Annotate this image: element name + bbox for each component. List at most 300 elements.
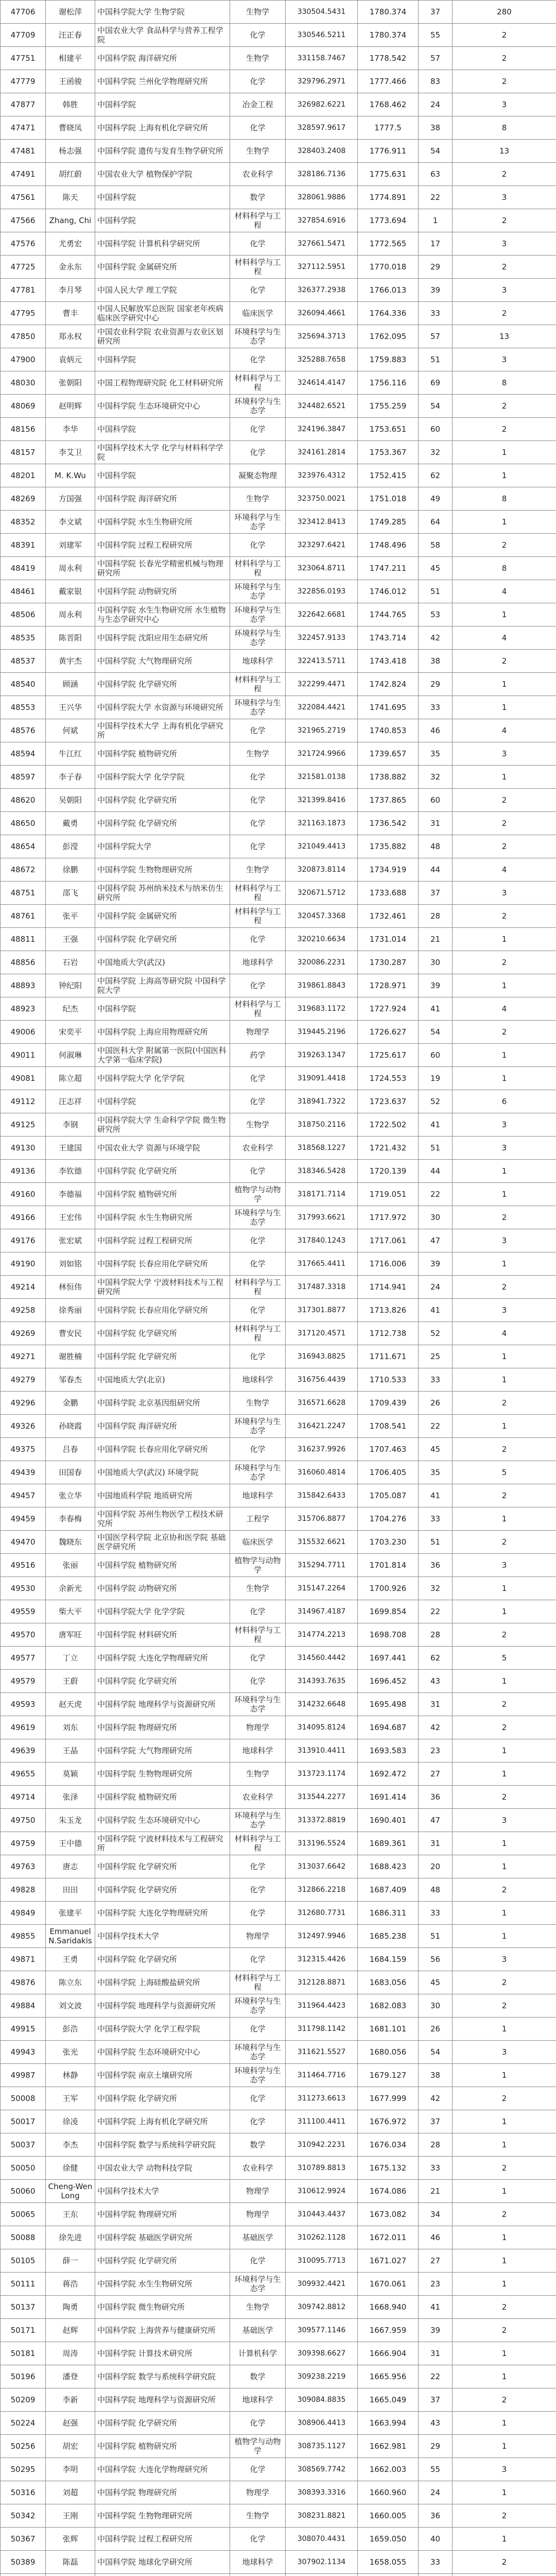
name-cell: 王中德 <box>46 1832 95 1855</box>
table-row <box>1 2504 556 2528</box>
name-cell: 戴家银 <box>46 580 95 603</box>
rank-cell: 49279 <box>1 1368 46 1392</box>
score-cell: 316756.4439 <box>286 1368 358 1392</box>
name-cell: 徐鹏 <box>46 858 95 882</box>
num-cell: 1 <box>453 2018 556 2041</box>
field-cell: 化学 <box>230 812 286 835</box>
table-row <box>1 1902 556 1925</box>
institution-cell: 中国科学院 海洋研究所 <box>95 47 230 70</box>
table-row <box>1 1392 556 1415</box>
count-cell: 37 <box>419 1 453 24</box>
institution-cell: 中国科学院 化学研究所 <box>95 1878 230 1902</box>
name-cell: 黄宇杰 <box>46 650 95 673</box>
rank-cell: 50050 <box>1 2157 46 2180</box>
table-row <box>1 371 556 395</box>
rank-cell: 49258 <box>1 1299 46 1322</box>
table-row <box>1 2296 556 2319</box>
institution-cell: 中国科学院 上海高等研究院 中国科学院大学 <box>95 974 230 997</box>
field-cell: 生物学 <box>230 1762 286 1786</box>
institution-cell: 中国科学院 动物研究所 <box>95 1577 230 1600</box>
count-cell: 32 <box>419 766 453 789</box>
score-cell: 314560.4442 <box>286 1647 358 1670</box>
score-cell: 324614.4147 <box>286 371 358 395</box>
table-row <box>1 673 556 696</box>
count-cell: 58 <box>419 534 453 557</box>
institution-cell: 中国农业大学 植物保护学院 <box>95 163 230 186</box>
rank-cell: 48156 <box>1 418 46 441</box>
num-cell: 3 <box>453 348 556 371</box>
name-cell: 林恒伟 <box>46 1276 95 1299</box>
score-cell: 311100.4411 <box>286 2110 358 2133</box>
name-cell: 谢胜楠 <box>46 1345 95 1368</box>
rank-cell: 49593 <box>1 1693 46 1716</box>
name-cell: 张泽 <box>46 1786 95 1809</box>
field-cell: 化学 <box>230 2528 286 2551</box>
institution-cell: 中国科学院 植物研究所 <box>95 742 230 766</box>
table-row <box>1 603 556 626</box>
field-cell: 农业科学 <box>230 2157 286 2180</box>
count-cell: 51 <box>419 1137 453 1160</box>
field-cell: 生物学 <box>230 2504 286 2528</box>
num-cell: 3 <box>453 1113 556 1137</box>
institution-cell: 中国人民大学 理工学院 <box>95 279 230 302</box>
value-cell: 1673.082 <box>358 2203 419 2226</box>
rank-cell: 48269 <box>1 487 46 511</box>
count-cell: 22 <box>419 1600 453 1623</box>
field-cell: 生物学 <box>230 140 286 163</box>
score-cell: 310942.2231 <box>286 2133 358 2157</box>
rank-cell: 49655 <box>1 1762 46 1786</box>
institution-cell: 中国科学院大学 水资源与环境研究所 <box>95 696 230 719</box>
count-cell: 30 <box>419 951 453 974</box>
institution-cell: 中国科学院 生态环境研究中心 <box>95 1809 230 1832</box>
table-row <box>1 186 556 209</box>
value-cell: 1724.553 <box>358 1067 419 1090</box>
table-row <box>1 1809 556 1832</box>
value-cell: 1694.687 <box>358 1716 419 1739</box>
institution-cell: 中国科学院 水生生物研究所 <box>95 2273 230 2296</box>
score-cell: 308906.4413 <box>286 2412 358 2435</box>
score-cell: 308393.3316 <box>286 2481 358 2504</box>
field-cell: 化学 <box>230 418 286 441</box>
institution-cell: 中国科学院 金属研究所 <box>95 905 230 928</box>
count-cell: 28 <box>419 2133 453 2157</box>
field-cell: 化学 <box>230 1948 286 1971</box>
field-cell: 材料科学与工程 <box>230 1971 286 1994</box>
rank-cell: 48352 <box>1 511 46 534</box>
value-cell: 1671.027 <box>358 2249 419 2273</box>
table-row <box>1 348 556 371</box>
institution-cell: 中国医学科学院 北京协和医学院 基础医学研究所 <box>95 1531 230 1554</box>
table-row <box>1 696 556 719</box>
field-cell: 地球科学 <box>230 1484 286 1507</box>
table-row <box>1 1693 556 1716</box>
field-cell: 环境科学与生态学 <box>230 603 286 626</box>
rank-cell: 50037 <box>1 2133 46 2157</box>
rank-cell: 49579 <box>1 1670 46 1693</box>
num-cell: 2 <box>453 2388 556 2412</box>
table-row <box>1 1438 556 1461</box>
score-cell: 322856.0193 <box>286 580 358 603</box>
num-cell: 6 <box>453 1090 556 1113</box>
field-cell: 化学 <box>230 1299 286 1322</box>
institution-cell: 中国科学院 计算机科学研究所 <box>95 232 230 256</box>
num-cell: 2 <box>453 812 556 835</box>
value-cell: 1704.276 <box>358 1507 419 1531</box>
count-cell: 37 <box>419 2110 453 2133</box>
num-cell: 1 <box>453 2342 556 2365</box>
field-cell: 化学 <box>230 2249 286 2273</box>
score-cell: 313544.2277 <box>286 1786 358 1809</box>
name-cell: 王蔚 <box>46 1670 95 1693</box>
name-cell: 李艾卫 <box>46 441 95 464</box>
field-cell: 化学 <box>230 1855 286 1878</box>
name-cell: 郑永权 <box>46 325 95 348</box>
table-row <box>1 2203 556 2226</box>
name-cell: 徐秀丽 <box>46 1299 95 1322</box>
table-row <box>1 742 556 766</box>
count-cell: 51 <box>419 1531 453 1554</box>
value-cell: 1698.708 <box>358 1623 419 1647</box>
rank-cell: 49296 <box>1 1392 46 1415</box>
institution-cell: 中国科学院 地理科学与资源研究所 <box>95 1693 230 1716</box>
value-cell: 1696.452 <box>358 1670 419 1693</box>
count-cell: 45 <box>419 557 453 580</box>
rank-cell: 50060 <box>1 2180 46 2203</box>
name-cell: Cheng-Wen Long <box>46 2180 95 2203</box>
count-cell: 56 <box>419 1948 453 1971</box>
num-cell: 1 <box>453 1739 556 1762</box>
institution-cell: 中国科学院 微生物研究所 <box>95 2296 230 2319</box>
institution-cell: 中国科学院 苏州生物医学工程技术研究所 <box>95 1507 230 1531</box>
count-cell: 36 <box>419 2504 453 2528</box>
name-cell: 刘超 <box>46 2481 95 2504</box>
table-row <box>1 2481 556 2504</box>
count-cell: 44 <box>419 1160 453 1183</box>
institution-cell: 中国科学院 生态环境研究中心 <box>95 2041 230 2064</box>
name-cell: 丁立 <box>46 1647 95 1670</box>
value-cell: 1739.657 <box>358 742 419 766</box>
institution-cell: 中国科学院 南京土壤研究所 <box>95 2064 230 2087</box>
rank-cell: 50171 <box>1 2319 46 2342</box>
field-cell: 地球科学 <box>230 951 286 974</box>
field-cell: 环境科学与生态学 <box>230 1809 286 1832</box>
table-row <box>1 2133 556 2157</box>
value-cell: 1737.865 <box>358 789 419 812</box>
field-cell: 植物学与动物学 <box>230 2435 286 2458</box>
name-cell: 王建国 <box>46 1137 95 1160</box>
institution-cell: 中国科学院 地球化学研究所 <box>95 2551 230 2574</box>
table-row <box>1 580 556 603</box>
table-row <box>1 2157 556 2180</box>
table-row <box>1 1461 556 1484</box>
institution-cell: 中国科学院 化学研究所 <box>95 1322 230 1345</box>
rank-cell: 48553 <box>1 696 46 719</box>
institution-cell: 中国科学院 上海硅酸盐研究所 <box>95 1971 230 1994</box>
num-cell: 3 <box>453 742 556 766</box>
institution-cell <box>95 2574 230 2576</box>
num-cell: 1 <box>453 2226 556 2249</box>
table-row <box>1 928 556 951</box>
value-cell: 1720.139 <box>358 1160 419 1183</box>
score-cell: 312497.9946 <box>286 1925 358 1948</box>
value-cell: 1676.034 <box>358 2133 419 2157</box>
score-cell: 313372.8819 <box>286 1809 358 1832</box>
num-cell: 3 <box>453 2041 556 2064</box>
count-cell: 37 <box>419 2388 453 2412</box>
table-row <box>1 1 556 24</box>
field-cell: 农业科学 <box>230 1137 286 1160</box>
name-cell: 陈立东 <box>46 1971 95 1994</box>
score-cell: 311273.6613 <box>286 2087 358 2110</box>
table-row <box>1 2064 556 2087</box>
value-cell: 1727.924 <box>358 997 419 1021</box>
value-cell: 1714.941 <box>358 1276 419 1299</box>
table-row <box>1 1716 556 1739</box>
value-cell: 1775.631 <box>358 163 419 186</box>
value-cell: 1667.959 <box>358 2319 419 2342</box>
table-row <box>1 2249 556 2273</box>
value-cell: 1742.824 <box>358 673 419 696</box>
count-cell: 63 <box>419 163 453 186</box>
table-body <box>1 1 556 2576</box>
institution-cell: 中国科学院 海洋研究所 <box>95 487 230 511</box>
score-cell: 315294.7711 <box>286 1554 358 1577</box>
num-cell: 1 <box>453 1160 556 1183</box>
field-cell: 生物学 <box>230 1 286 24</box>
table-row <box>1 1137 556 1160</box>
table-row <box>1 464 556 487</box>
num-cell: 3 <box>453 2458 556 2481</box>
table-row <box>1 47 556 70</box>
value-cell: 1723.637 <box>358 1090 419 1113</box>
rank-cell: 49530 <box>1 1577 46 1600</box>
institution-cell: 中国科学院 海洋研究所 <box>95 1415 230 1438</box>
table-row <box>1 766 556 789</box>
table-row <box>1 1600 556 1623</box>
value-cell: 1764.336 <box>358 302 419 325</box>
institution-cell: 中国科学院 化学研究所 <box>95 1160 230 1183</box>
score-cell: 315532.6621 <box>286 1531 358 1554</box>
name-cell: 王晶 <box>46 1739 95 1762</box>
value-cell: 1700.926 <box>358 1577 419 1600</box>
name-cell: 李华 <box>46 418 95 441</box>
rank-cell: 48157 <box>1 441 46 464</box>
value-cell: 1688.423 <box>358 1855 419 1878</box>
num-cell: 2 <box>453 1531 556 1554</box>
num-cell: 1 <box>453 1670 556 1693</box>
field-cell: 化学 <box>230 974 286 997</box>
num-cell: 1 <box>453 1044 556 1067</box>
table-row <box>1 1044 556 1067</box>
score-cell: 321724.9966 <box>286 742 358 766</box>
value-cell: 1774.891 <box>358 186 419 209</box>
name-cell: 王东 <box>46 2203 95 2226</box>
table-row <box>1 534 556 557</box>
count-cell: 49 <box>419 487 453 511</box>
count-cell: 27 <box>419 1762 453 1786</box>
count-cell: 54 <box>419 2041 453 2064</box>
score-cell: 330504.5431 <box>286 1 358 24</box>
count-cell: 28 <box>419 905 453 928</box>
num-cell: 2 <box>453 951 556 974</box>
table-row <box>1 2342 556 2365</box>
institution-cell: 中国农业大学 食品科学与营养工程学院 <box>95 24 230 47</box>
name-cell: 周永利 <box>46 603 95 626</box>
count-cell: 45 <box>419 1971 453 1994</box>
count-cell: 33 <box>419 2551 453 2574</box>
name-cell: 李德福 <box>46 1183 95 1206</box>
num-cell: 1 <box>453 464 556 487</box>
institution-cell: 中国科学院 沈阳应用生态研究所 <box>95 626 230 650</box>
count-cell: 23 <box>419 1739 453 1762</box>
field-cell: 冶金工程 <box>230 93 286 116</box>
value-cell: 1726.627 <box>358 1021 419 1044</box>
score-cell: 323297.6421 <box>286 534 358 557</box>
count-cell: 62 <box>419 1647 453 1670</box>
count-cell: 40 <box>419 2528 453 2551</box>
score-cell: 315706.8877 <box>286 1507 358 1531</box>
value-cell: 1748.496 <box>358 534 419 557</box>
institution-cell: 中国科学院 化学研究所 <box>95 1948 230 1971</box>
value-cell: 1777.5 <box>358 116 419 140</box>
field-cell: 材料科学与工程 <box>230 1276 286 1299</box>
score-cell: 320457.3368 <box>286 905 358 928</box>
institution-cell: 中国科学院 水生生物研究所 <box>95 511 230 534</box>
field-cell: 化学 <box>230 348 286 371</box>
num-cell: 3 <box>453 1137 556 1160</box>
table-row <box>1 1090 556 1113</box>
institution-cell: 中国科学院 地理科学与资源研究所 <box>95 2388 230 2412</box>
value-cell: 1738.882 <box>358 766 419 789</box>
num-cell: 8 <box>453 487 556 511</box>
value-cell: 1776.911 <box>358 140 419 163</box>
num-cell: 3 <box>453 1948 556 1971</box>
name-cell: 魏晓东 <box>46 1531 95 1554</box>
name-cell: 汪正春 <box>46 24 95 47</box>
table-row <box>1 1368 556 1392</box>
name-cell: 刘建军 <box>46 534 95 557</box>
score-cell: 322457.9133 <box>286 626 358 650</box>
num-cell <box>453 2574 556 2576</box>
value-cell: 1753.367 <box>358 441 419 464</box>
table-row <box>1 835 556 858</box>
count-cell: 32 <box>419 441 453 464</box>
score-cell: 313910.4411 <box>286 1739 358 1762</box>
name-cell: 李春梅 <box>46 1507 95 1531</box>
rank-cell: 48030 <box>1 371 46 395</box>
name-cell: 李文斌 <box>46 511 95 534</box>
value-cell: 1690.401 <box>358 1809 419 1832</box>
name-cell: 孙晓霞 <box>46 1415 95 1438</box>
score-cell: 321965.2719 <box>286 719 358 742</box>
institution-cell: 中国科学院 动物研究所 <box>95 580 230 603</box>
name-cell: 邵飞 <box>46 882 95 905</box>
field-cell: 数学 <box>230 186 286 209</box>
score-cell: 330546.5211 <box>286 24 358 47</box>
institution-cell: 中国科学院 <box>95 93 230 116</box>
field-cell: 基础医学 <box>230 2319 286 2342</box>
rank-cell: 49855 <box>1 1925 46 1948</box>
rank-cell: 47576 <box>1 232 46 256</box>
name-cell: 吕春 <box>46 1438 95 1461</box>
table-row <box>1 2180 556 2203</box>
table-row <box>1 2087 556 2110</box>
value-cell: 1735.882 <box>358 835 419 858</box>
institution-cell: 中国科学院 化学研究所 <box>95 673 230 696</box>
value-cell: 1666.904 <box>358 2342 419 2365</box>
num-cell: 2 <box>453 1971 556 1994</box>
field-cell: 数学 <box>230 2365 286 2388</box>
table-row <box>1 2412 556 2435</box>
field-cell: 物理学 <box>230 2203 286 2226</box>
field-cell: 化学 <box>230 2110 286 2133</box>
score-cell: 315842.6433 <box>286 1484 358 1507</box>
num-cell: 2 <box>453 395 556 418</box>
institution-cell: 中国工程物理研究院 化工材料研究所 <box>95 371 230 395</box>
num-cell: 2 <box>453 1392 556 1415</box>
num-cell: 2 <box>453 1878 556 1902</box>
field-cell: 化学 <box>230 1438 286 1461</box>
value-cell: 1706.405 <box>358 1461 419 1484</box>
score-cell: 309577.1146 <box>286 2319 358 2342</box>
rank-cell: 49763 <box>1 1855 46 1878</box>
table-row <box>1 858 556 882</box>
value-cell: 1660.005 <box>358 2504 419 2528</box>
score-cell: 326982.6221 <box>286 93 358 116</box>
num-cell: 280 <box>453 1 556 24</box>
field-cell: 地球科学 <box>230 650 286 673</box>
count-cell: 45 <box>419 1438 453 1461</box>
table-row <box>1 1577 556 1600</box>
value-cell: 1670.061 <box>358 2273 419 2296</box>
name-cell: 吴朝阳 <box>46 789 95 812</box>
name-cell: 曹晓凤 <box>46 116 95 140</box>
num-cell: 1 <box>453 2412 556 2435</box>
table-row <box>1 1345 556 1368</box>
num-cell: 2 <box>453 1994 556 2018</box>
score-cell: 318941.7322 <box>286 1090 358 1113</box>
table-row <box>1 2273 556 2296</box>
name-cell: 蒋浩 <box>46 2273 95 2296</box>
field-cell: 生物学 <box>230 1392 286 1415</box>
field-cell: 地球科学 <box>230 1368 286 1392</box>
value-cell: 1777.466 <box>358 70 419 93</box>
score-cell: 318750.2116 <box>286 1113 358 1137</box>
score-cell: 325694.3713 <box>286 325 358 348</box>
num-cell: 3 <box>453 1554 556 1577</box>
field-cell: 基础医学 <box>230 2226 286 2249</box>
score-cell: 309084.8835 <box>286 2388 358 2412</box>
institution-cell: 中国科学院 <box>95 209 230 232</box>
score-cell: 314774.2213 <box>286 1623 358 1647</box>
field-cell: 生物学 <box>230 2296 286 2319</box>
count-cell: 41 <box>419 1484 453 1507</box>
institution-cell: 中国科学院 化学研究所 <box>95 1345 230 1368</box>
num-cell: 1 <box>453 603 556 626</box>
table-row <box>1 1415 556 1438</box>
value-cell: 1703.230 <box>358 1531 419 1554</box>
count-cell: 47 <box>419 1229 453 1252</box>
score-cell: 319263.1347 <box>286 1044 358 1067</box>
count-cell: 33 <box>419 302 453 325</box>
value-cell: 1712.738 <box>358 1322 419 1345</box>
num-cell: 1 <box>453 2110 556 2133</box>
count-cell: 57 <box>419 325 453 348</box>
rank-cell: 49459 <box>1 1507 46 1531</box>
num-cell: 2 <box>453 24 556 47</box>
name-cell: 王军 <box>46 2087 95 2110</box>
